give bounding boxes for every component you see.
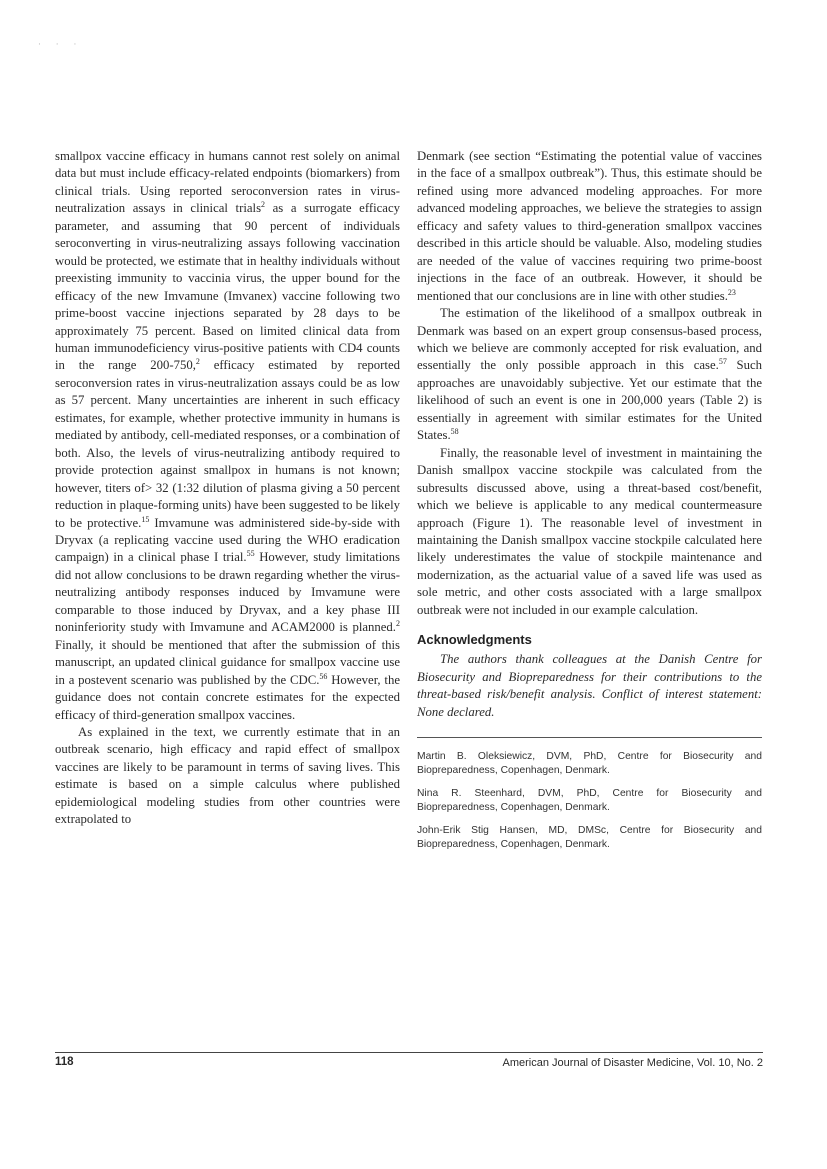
acknowledgments-heading: Acknowledgments bbox=[417, 632, 532, 648]
body-paragraph: Finally, the reasonable level of investment in maintaining the Danish smallpox vaccine stockpile was calculated from the subresults discussed above, using a threat-based cost/benefit, which we believe is applicable to any medical countermeasure approach (Figure 1). The reasonable level of investment in maintaining the Danish smallpox vaccine stockpile calculated here likely underestimates the value of stockpile maintenance and modernization, as the actuarial value of a saved life was used as sole metric, and other costs associated with a large smallpox outbreak were not included in our example calculation. bbox=[417, 445, 762, 617]
citation-marker: 56 bbox=[319, 671, 328, 681]
author-affiliation: John-Erik Stig Hansen, MD, DMSc, Centre for Biosecurity and Biopreparedness, Copenhagen, Denmark. bbox=[417, 825, 762, 850]
scan-artifact: · · · bbox=[38, 40, 83, 50]
citation-marker: 23 bbox=[727, 287, 736, 297]
page-number: 118 bbox=[55, 1056, 74, 1068]
journal-citation: American Journal of Disaster Medicine, Vol. 10, No. 2 bbox=[502, 1057, 763, 1069]
citation-marker: 2 bbox=[396, 619, 400, 629]
body-paragraph: Denmark (see section “Estimating the potential value of vaccines in the face of a smallpox outbreak”). Thus, this estimate should be refined using more advanced modeling approaches. For more advanced modeling approaches, we believe the strategies to assign efficacy and safety values to third-generation smallpox vaccines described in this article should be valuable. Also, modeling studies are needed of the value of vaccines requiring two prime-boost injections in the face of an outbreak. However, it should be mentioned that our conclusions are in line with other studies.$^{23}$ bbox=[417, 149, 762, 303]
citation-marker: 58 bbox=[450, 427, 459, 437]
left-column bbox=[55, 148, 400, 829]
body-paragraph: As explained in the text, we currently estimate that in an outbreak scenario, high efficacy and rapid effect of smallpox vaccines are likely to be paramount in terms of saving lives. This estimate is based on a simple calculus where published epidemiological modeling studies from other countries were extrapolated to bbox=[55, 724, 400, 827]
author-affiliation: Nina R. Steenhard, DVM, PhD, Centre for Biosecurity and Biopreparedness, Copenhagen, Denmark. bbox=[417, 788, 762, 813]
footer-divider bbox=[55, 1052, 763, 1053]
body-paragraph: The estimation of the likelihood of a smallpox outbreak in Denmark was based on an expert group consensus-based process, which we believe are commonly accepted for risk evaluation, and essentially the only possible approach in this case.$^{57}$ Such approaches are unavoidably subjective. Yet our estimate that the likelihood of such an event is one in 200,000 years (Table 2) is essentially in agreement with similar estimates for the United States.$^{58}$ bbox=[417, 306, 763, 443]
affiliations-divider bbox=[417, 737, 762, 738]
right-column bbox=[417, 148, 762, 861]
body-paragraph: smallpox vaccine efficacy in humans cannot rest solely on animal data but must include efficacy-related endpoints (biomarkers) from clinical trials. Using reported seroconversion rates in virus-neutralization assays in clinical trials$^2$ as a surrogate efficacy parameter, and assuming that 90 percent of individuals seroconverting in virus-neutralizing assays following vaccination would be protected, we estimate that in healthy individuals without preexisting immunity to vaccinia virus, the upper bound for the efficacy of the new Imvamune (Imvanex) vaccine following two prime-boost vaccine injections separated by 28 days to be approximately 75 percent. Based on limited clinical data from human immunodeficiency virus-positive patients with CD4 counts in the range 200-750,$^2$ efficacy estimated by reported seroconversion rates in virus-neutralization assays could be as low as 57 percent. Many uncertainties are inherent in such efficacy estimates, for example, whether protective immunity in humans is mediated by antibody, cell-mediated responses, or a combination of both. Also, the levels of virus-neutralizing antibody required to provide protection against smallpox in humans is not known; however, titers of> 32 (1:32 dilution of plasma giving a 50 percent reduction in plaque-forming units) have been suggested to be likely to be protective.$^{15}$ Imvamune was administered side-by-side with Dryvax (a replicating vaccine used during the WHO eradication campaign) in a clinical phase I trial.$^{55}$ However, study limitations did not allow conclusions to be drawn regarding whether the virus-neutralizing antibody responses induced by Imvamune were comparable to those induced by Dryvax, and a key phase III noninferiority study with Imvamune and ACAM2000 is planned.$^2$ Finally, it should be mentioned that after the submission of this manuscript, an updated clinical guidance for smallpox vaccine use in a postevent scenario was published by the CDC.$^{56}$ However, the guidance does not contain concrete estimates for the expected efficacy of third-generation smallpox vaccines. bbox=[55, 149, 400, 722]
acknowledgments-text: The authors thank colleagues at the Danish Centre for Biosecurity and Biopreparedness for their contributions to the threat-based risk/benefit analysis. Conflict of interest statement: None declared. bbox=[417, 652, 762, 719]
citation-marker: 15 bbox=[141, 514, 150, 524]
citation-marker: 2 bbox=[261, 200, 266, 210]
author-affiliation: Martin B. Oleksiewicz, DVM, PhD, Centre for Biosecurity and Biopreparedness, Copenhagen, Denmark. bbox=[417, 751, 762, 776]
citation-marker: 57 bbox=[718, 357, 727, 367]
citation-marker: 55 bbox=[246, 549, 255, 559]
citation-marker: 2 bbox=[195, 357, 200, 367]
